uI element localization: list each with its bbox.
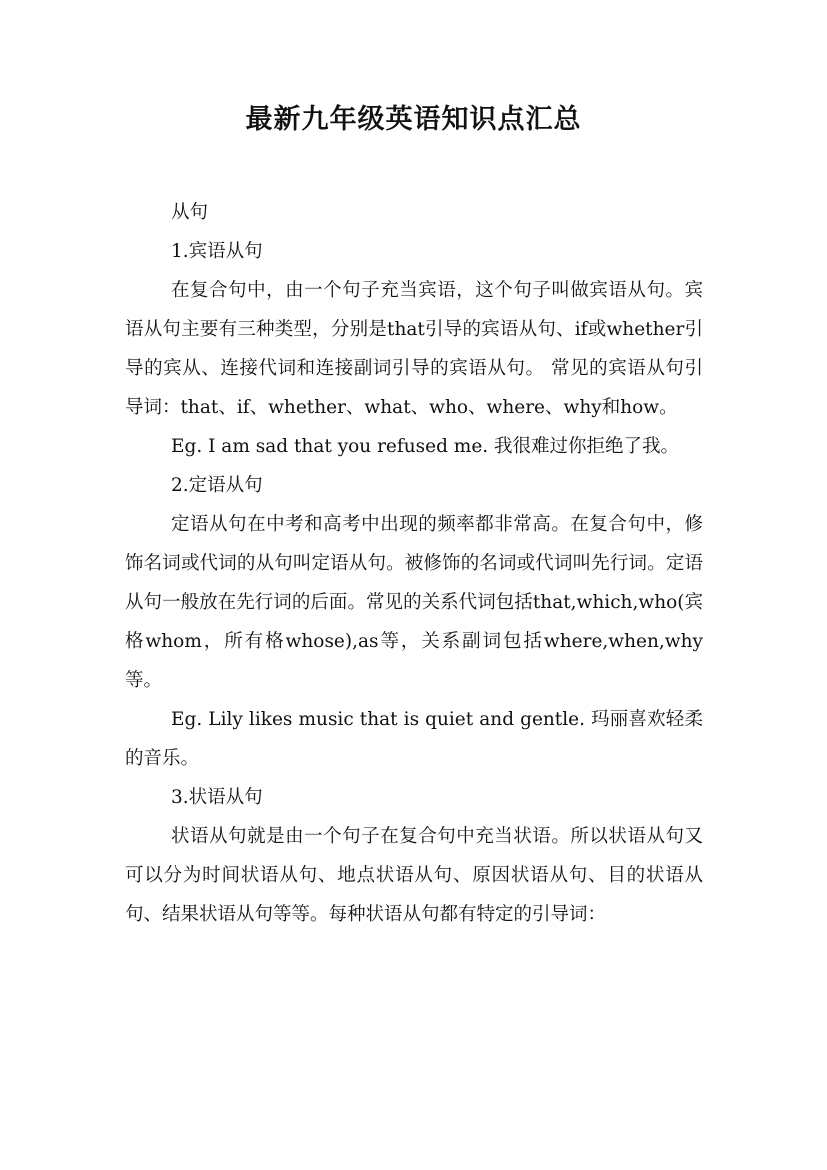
section-heading-adverbial-clause: 3.状语从句 — [171, 787, 263, 808]
section-heading-object-clause: 1.宾语从句 — [171, 241, 263, 262]
document-body — [125, 193, 703, 934]
example-attributive-clause: Eg. Lily likes music that is quiet and gentle. 玛丽喜欢轻柔的音乐。 — [125, 709, 703, 769]
paragraph-attributive-clause: 定语从句在中考和高考中出现的频率都非常高。在复合句中，修饰名词或代词的从句叫定语从句。被修饰的名词或代词叫先行词。定语从句一般放在先行词的后面。常见的关系代词包括that,which,who(宾格whom，所有格whose),as等，关系副词包括where,when,why等。 — [125, 514, 703, 691]
section-heading-attributive-clause: 2.定语从句 — [171, 475, 263, 496]
example-object-clause: Eg. I am sad that you refused me. 我很难过你拒绝了我。 — [171, 436, 680, 457]
section-heading-clauses: 从句 — [171, 202, 209, 223]
paragraph-object-clause: 在复合句中，由一个句子充当宾语，这个句子叫做宾语从句。宾语从句主要有三种类型，分别是that引导的宾语从句、if或whether引导的宾从、连接代词和连接副词引导的宾语从句。 常见的宾语从句引导词：that、if、whether、what、who、where、why和how。 — [125, 280, 703, 418]
document-title: 最新九年级英语知识点汇总 — [245, 104, 582, 135]
paragraph-adverbial-clause: 状语从句就是由一个句子在复合句中充当状语。所以状语从句又可以分为时间状语从句、地点状语从句、原因状语从句、目的状语从句、结果状语从句等等。每种状语从句都有特定的引导词： — [125, 826, 703, 925]
